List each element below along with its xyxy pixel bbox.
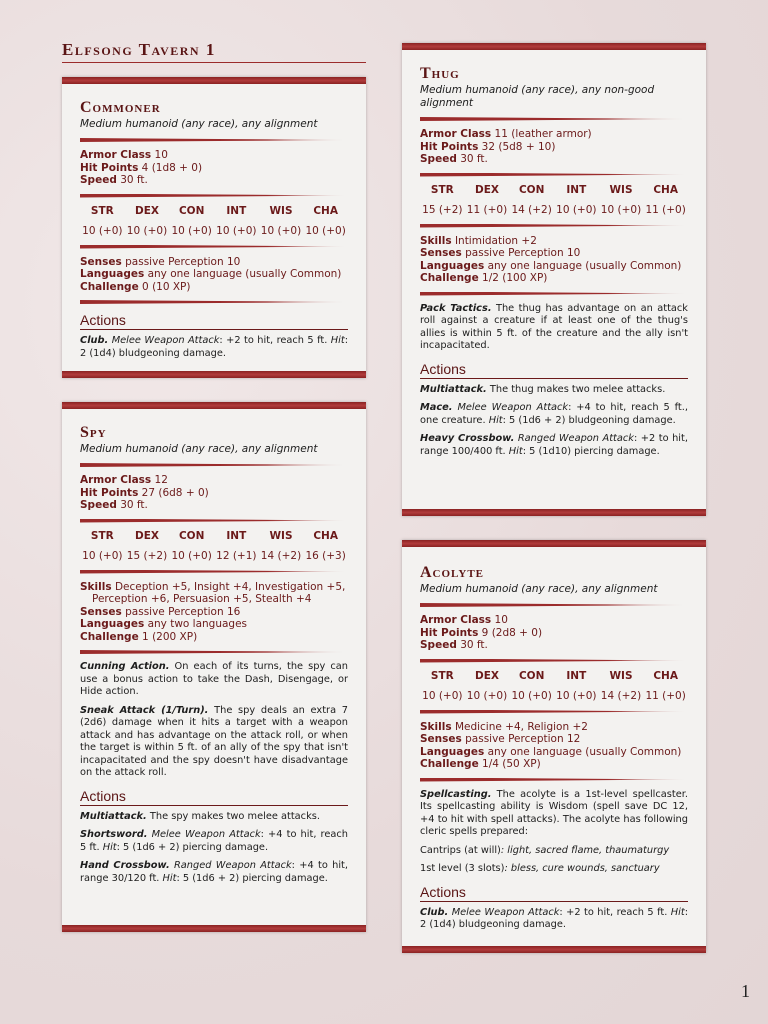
divider	[80, 194, 348, 198]
armor-class: Armor Class 10	[420, 614, 508, 626]
ability-score: 10 (+0)	[260, 224, 302, 237]
action-multiattack: Multiattack. The thug makes two melee attacks.	[420, 383, 666, 395]
action-club: Club. Melee Weapon Attack: +2 to hit, reach 5 ft. Hit: 2 (1d4) bludgeoning damage.	[80, 335, 349, 359]
ability-label: DEX	[475, 669, 499, 682]
armor-class: Armor Class 11 (leather armor)	[420, 128, 592, 140]
hit-points: Hit Points 4 (1d8 + 0)	[80, 161, 203, 174]
speed: Speed 30 ft.	[80, 499, 148, 511]
skills-continued: Perception +6, Persuasion +5, Stealth +4	[92, 593, 312, 605]
ability-label: CHA	[653, 669, 678, 682]
ability-score: 10 (+0)	[82, 549, 123, 562]
ability-score: 14 (+2)	[511, 203, 552, 216]
spell-list-1st-level: 1st level (3 slots): bless, cure wounds, sanctuary	[420, 863, 660, 874]
ability-label: INT	[566, 669, 587, 682]
ability-scores	[420, 184, 688, 217]
ability-score: 10 (+0)	[556, 203, 597, 216]
ability-score: 10 (+0)	[600, 203, 642, 216]
ability-scores	[80, 205, 348, 238]
skills: Skills Intimidation +2	[420, 234, 537, 247]
challenge: Challenge 0 (10 XP)	[80, 280, 191, 293]
ability-score: 15 (+2)	[126, 549, 168, 562]
ability-label: DEX	[135, 204, 159, 217]
hit-points: Hit Points 32 (5d8 + 10)	[420, 140, 556, 153]
acolyte-statblock	[402, 540, 706, 953]
hit-points: Hit Points 27 (6d8 + 0)	[80, 486, 209, 499]
ability-label: INT	[226, 204, 247, 217]
action-heavy-crossbow: Heavy Crossbow. Ranged Weapon Attack: +2 to hit, range 100/400 ft. Hit: 5 (1d10) piercing damage.	[420, 433, 688, 457]
languages: Languages any two languages	[80, 618, 248, 630]
creature-name: Spy	[80, 424, 107, 441]
ability-score: 11 (+0)	[466, 203, 508, 216]
ability-label: CON	[178, 204, 205, 217]
ability-scores	[80, 530, 348, 563]
ability-label: STR	[90, 204, 114, 217]
divider	[420, 292, 688, 296]
page-title: Elfsong Tavern 1	[62, 40, 366, 63]
challenge: Challenge 1 (200 XP)	[80, 630, 198, 643]
divider	[80, 138, 348, 142]
ability-score: 15 (+2)	[422, 203, 463, 216]
divider	[80, 463, 348, 467]
ability-label: CON	[518, 183, 545, 196]
divider	[420, 173, 688, 177]
divider	[80, 650, 348, 654]
creature-type: Medium humanoid (any race), any alignment	[420, 583, 658, 595]
creature-name: Commoner	[80, 99, 161, 116]
ability-label: INT	[566, 183, 587, 196]
ability-score: 10 (+0)	[511, 689, 552, 702]
action-hand-crossbow: Hand Crossbow. Ranged Weapon Attack: +4 to hit, range 30/120 ft. Hit: 5 (1d6 + 2) piercing damage.	[80, 860, 348, 884]
senses: Senses passive Perception 16	[80, 605, 241, 618]
divider	[420, 117, 688, 121]
creature-name: Acolyte	[420, 564, 484, 581]
divider	[80, 519, 348, 523]
commoner-statblock	[62, 77, 366, 378]
senses: Senses passive Perception 10	[80, 255, 241, 268]
senses: Senses passive Perception 10	[420, 247, 581, 259]
ability-label: STR	[430, 183, 454, 196]
ability-label: CHA	[313, 204, 338, 217]
divider	[420, 659, 688, 663]
skills: Skills Medicine +4, Religion +2	[420, 720, 588, 733]
creature-type: Medium humanoid (any race), any alignment	[80, 118, 318, 130]
ability-label: WIS	[269, 529, 293, 542]
ability-score: 14 (+2)	[260, 549, 302, 562]
divider	[80, 570, 348, 574]
divider	[420, 224, 688, 228]
creature-type: Medium humanoid (any race), any non-good alignment	[420, 84, 655, 109]
ability-score: 10 (+0)	[305, 224, 346, 237]
creature-type: Medium humanoid (any race), any alignment	[80, 443, 318, 455]
creature-name: Thug	[420, 65, 460, 82]
speed: Speed 30 ft.	[80, 174, 148, 186]
ability-score: 11 (+0)	[645, 203, 686, 216]
hit-points: Hit Points 9 (2d8 + 0)	[420, 626, 543, 639]
ability-label: WIS	[269, 204, 293, 217]
trait-sneak-attack: Sneak Attack (1/Turn). The spy deals an extra 7 (2d6) damage when it hits a target with a weapon attack and has advantage on the attack roll, or when the target is within 5 ft. of an ally of the spy that isn't incapacitated and the spy doesn't have disadvantage on the attack roll.	[80, 704, 348, 778]
senses: Senses passive Perception 12	[420, 733, 581, 745]
speed: Speed 30 ft.	[420, 153, 488, 165]
ability-score: 10 (+0)	[466, 689, 508, 702]
divider	[80, 245, 348, 249]
ability-score: 11 (+0)	[645, 689, 686, 702]
spy-statblock	[62, 402, 366, 932]
actions-heading: Actions	[80, 788, 348, 806]
ability-score: 14 (+2)	[600, 689, 642, 702]
action-mace: Mace. Melee Weapon Attack: +4 to hit, reach 5 ft., one creature. Hit: 5 (1d6 + 2) bludgeoning damage.	[420, 402, 688, 426]
ability-score: 16 (+3)	[305, 549, 346, 562]
ability-score: 10 (+0)	[422, 689, 463, 702]
ability-label: STR	[90, 529, 114, 542]
thug-statblock	[402, 43, 706, 516]
ability-scores	[420, 670, 688, 703]
ability-label: CON	[518, 669, 545, 682]
action-multiattack: Multiattack. The spy makes two melee attacks.	[80, 810, 320, 822]
ability-score: 10 (+0)	[171, 224, 212, 237]
ability-score: 12 (+1)	[216, 549, 257, 562]
actions-heading: Actions	[420, 884, 688, 902]
ability-score: 10 (+0)	[216, 224, 257, 237]
divider	[420, 603, 688, 607]
challenge: Challenge 1/4 (50 XP)	[420, 758, 541, 770]
ability-label: DEX	[475, 183, 499, 196]
ability-score: 10 (+0)	[556, 689, 597, 702]
divider	[80, 300, 348, 304]
page-number: 1	[741, 981, 750, 1001]
skills: Skills Deception +5, Insight +4, Investigation +5,	[80, 580, 346, 593]
speed: Speed 30 ft.	[420, 639, 488, 651]
action-club: Club. Melee Weapon Attack: +2 to hit, reach 5 ft. Hit: 2 (1d4) bludgeoning damage.	[420, 906, 689, 930]
ability-label: CON	[178, 529, 205, 542]
ability-label: INT	[226, 529, 247, 542]
ability-score: 10 (+0)	[82, 224, 123, 237]
ability-label: STR	[430, 669, 454, 682]
languages: Languages any one language (usually Common)	[420, 259, 682, 272]
languages: Languages any one language (usually Common)	[420, 745, 682, 758]
armor-class: Armor Class 12	[80, 474, 168, 486]
trait-cunning-action: Cunning Action. On each of its turns, the spy can use a bonus action to take the Dash, Disengage, or Hide action.	[80, 661, 348, 697]
ability-label: CHA	[653, 183, 678, 196]
ability-score: 10 (+0)	[126, 224, 168, 237]
armor-class: Armor Class 10	[80, 149, 168, 161]
ability-label: CHA	[313, 529, 338, 542]
trait-spellcasting: Spellcasting. The acolyte is a 1st-level spellcaster. Its spellcasting ability is Wisdom (spell save DC 12, +4 to hit with spell attacks). The acolyte has following cleric spells prepared:	[420, 788, 688, 837]
challenge: Challenge 1/2 (100 XP)	[420, 272, 548, 284]
spell-list-cantrips: Cantrips (at will): light, sacred flame, thaumaturgy	[420, 844, 670, 856]
ability-label: WIS	[609, 183, 633, 196]
actions-heading: Actions	[420, 361, 688, 379]
action-shortsword: Shortsword. Melee Weapon Attack: +4 to hit, reach 5 ft. Hit: 5 (1d6 + 2) piercing damage.	[80, 829, 348, 853]
ability-score: 10 (+0)	[171, 549, 212, 562]
ability-label: DEX	[135, 529, 159, 542]
actions-heading: Actions	[80, 312, 348, 330]
divider	[420, 710, 688, 714]
trait-pack-tactics: Pack Tactics. The thug has advantage on an attack roll against a creature if at least one of the thug's allies is within 5 ft. of the creature and the ally isn't incapacitated.	[420, 302, 688, 351]
divider	[420, 778, 688, 782]
languages: Languages any one language (usually Common)	[80, 268, 342, 280]
ability-label: WIS	[609, 669, 633, 682]
